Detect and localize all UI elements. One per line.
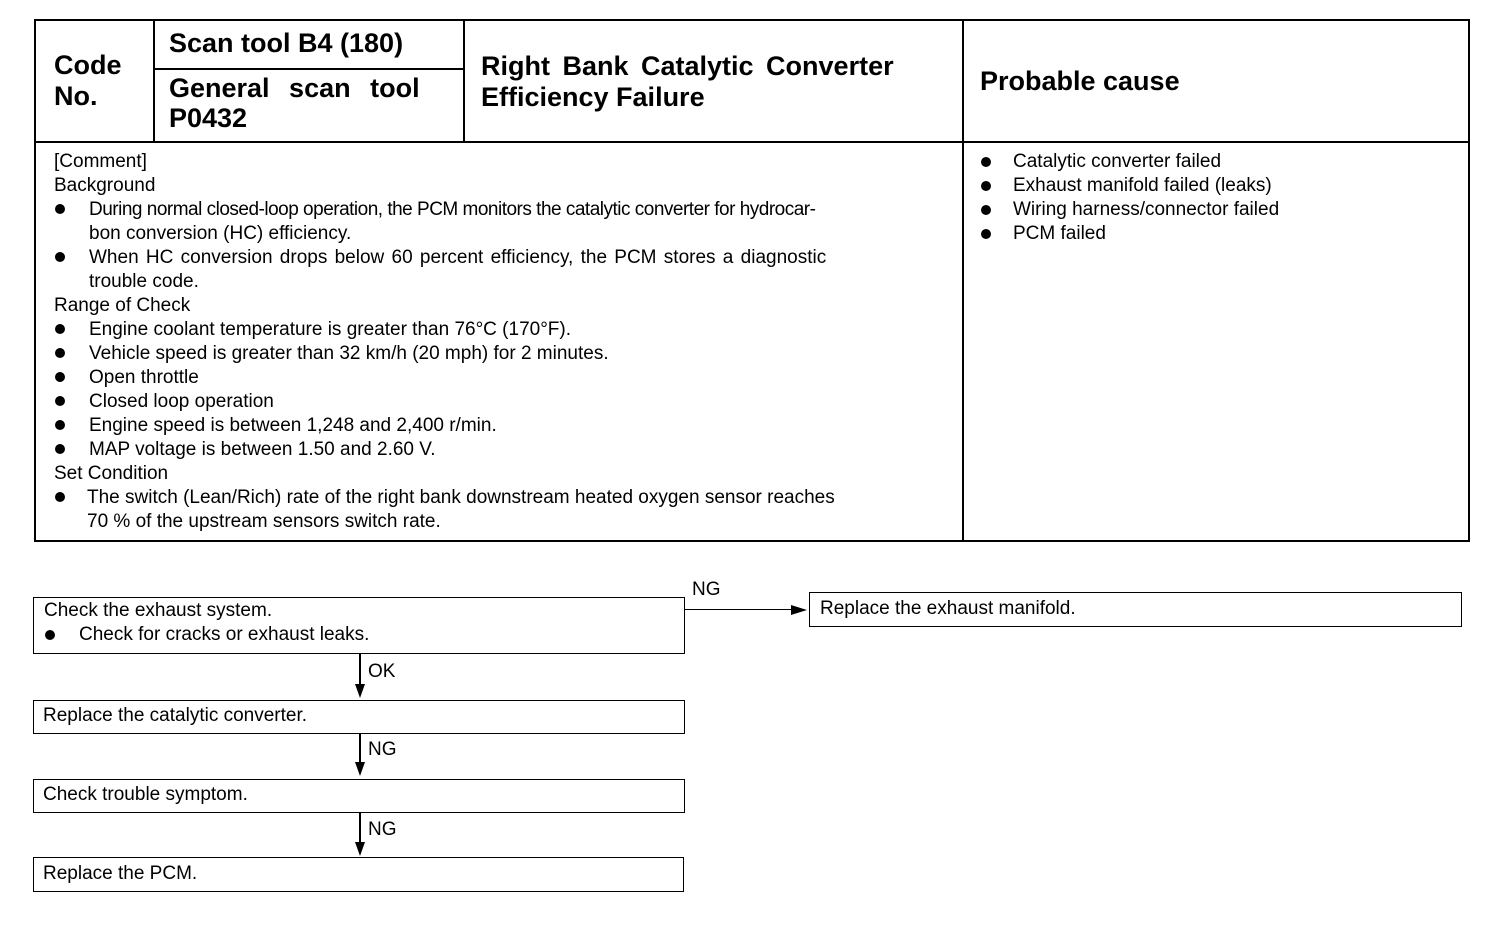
cause-item: Catalytic converter failed <box>1013 151 1222 172</box>
bullet-icon <box>55 252 65 262</box>
cause-item: PCM failed <box>1013 223 1106 244</box>
bullet-icon <box>981 157 991 167</box>
range-item: Vehicle speed is greater than 32 km/h (20 mph) for 2 minutes. <box>89 343 609 364</box>
code-column-divider <box>153 19 155 142</box>
ng-branch-label: NG <box>368 739 397 760</box>
ng-branch-label: NG <box>692 579 721 600</box>
bullet-icon <box>55 492 65 502</box>
arrow-down-icon <box>355 684 365 698</box>
ok-arrow-line <box>359 654 361 684</box>
bullet-icon <box>981 229 991 239</box>
scantool-row-divider <box>153 68 465 70</box>
bullet-icon <box>981 181 991 191</box>
arrow-right-icon <box>791 605 807 615</box>
range-item: Engine speed is between 1,248 and 2,400 r/min. <box>89 415 497 436</box>
cause-item: Exhaust manifold failed (leaks) <box>1013 175 1272 196</box>
background-item: During normal closed-loop operation, the PCM monitors the catalytic converter for hydrocar- bon conversion (HC) efficiency. <box>89 199 816 244</box>
bullet-icon <box>55 396 65 406</box>
general-scan-tool-label: General scan tool P0432 <box>169 73 420 133</box>
bullet-icon <box>55 324 65 334</box>
cause-column-divider <box>962 19 964 542</box>
arrow-down-icon <box>355 762 365 776</box>
range-item: Open throttle <box>89 367 199 388</box>
scan-tool-b4-label: Scan tool B4 (180) <box>169 28 404 58</box>
flow-step-title: Check the exhaust system. <box>44 600 273 621</box>
set-condition-item: The switch (Lean/Rich) rate of the right bank downstream heated oxygen sensor reaches 70 % of the upstream sensors switch rate. <box>87 487 835 532</box>
flow-step-title: Replace the exhaust manifold. <box>820 598 1076 619</box>
background-heading: Background <box>54 175 156 196</box>
ng-branch-label: NG <box>368 819 397 840</box>
code-no-label: Code No. <box>54 50 122 111</box>
scantool-column-divider <box>463 19 465 142</box>
ng-arrow-line <box>685 609 793 610</box>
flow-step-bullet: Check for cracks or exhaust leaks. <box>79 624 370 645</box>
range-item: MAP voltage is between 1.50 and 2.60 V. <box>89 439 436 460</box>
background-item: When HC conversion drops below 60 percent efficiency, the PCM stores a diagnostic trouble code. <box>89 247 827 292</box>
header-divider <box>34 141 1470 143</box>
range-item: Closed loop operation <box>89 391 274 412</box>
ng-arrow-line <box>359 813 361 842</box>
range-item: Engine coolant temperature is greater than 76°C (170°F). <box>89 319 572 340</box>
range-of-check-heading: Range of Check <box>54 295 191 316</box>
bullet-icon <box>55 372 65 382</box>
set-condition-heading: Set Condition <box>54 463 169 484</box>
bullet-icon <box>55 444 65 454</box>
bullet-icon <box>45 630 55 640</box>
flow-step-title: Check trouble symptom. <box>43 784 248 805</box>
arrow-down-icon <box>355 842 365 856</box>
bullet-icon <box>981 205 991 215</box>
flow-step-title: Replace the PCM. <box>43 863 198 884</box>
ok-branch-label: OK <box>368 661 396 682</box>
cause-item: Wiring harness/connector failed <box>1013 199 1280 220</box>
flow-step-title: Replace the catalytic converter. <box>43 705 308 726</box>
comment-label: [Comment] <box>54 151 147 172</box>
bullet-icon <box>55 420 65 430</box>
ng-arrow-line <box>359 734 361 762</box>
bullet-icon <box>55 348 65 358</box>
dtc-title: Right Bank Catalytic Converter Efficiency Failure <box>481 51 894 112</box>
bullet-icon <box>55 204 65 214</box>
probable-cause-heading: Probable cause <box>980 66 1180 96</box>
